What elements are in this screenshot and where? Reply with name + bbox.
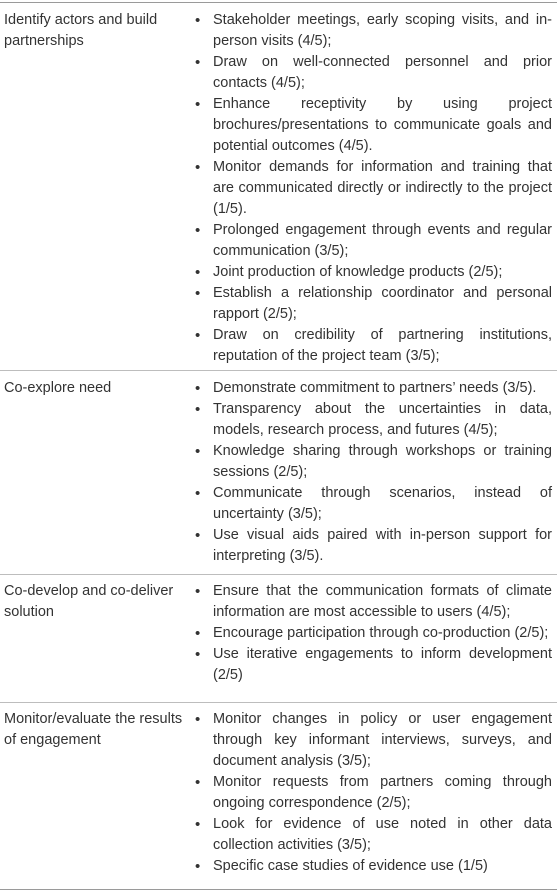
list-item: • Draw on well-connected personnel and prior contacts (4/5);: [194, 52, 552, 94]
list-item: • Ensure that the communication formats of climate information are most accessible to users (4/5);: [194, 581, 552, 623]
list-item: • Use visual aids paired with in-person support for interpreting (3/5).: [194, 525, 552, 567]
list-item: • Monitor demands for information and training that are communicated directly or indirectly to the project (1/5).: [194, 157, 552, 220]
list-item: • Monitor changes in policy or user engagement through key informant interviews, surveys, and document analysis (3/5);: [194, 709, 552, 772]
table-bottom-rule: [0, 889, 557, 890]
list-item: • Establish a relationship coordinator and personal rapport (2/5);: [194, 283, 552, 325]
row-items: [194, 378, 552, 567]
list-item: • Use iterative engagements to inform development (2/5): [194, 644, 552, 686]
row-divider: [0, 702, 557, 703]
list-item: • Transparency about the uncertainties in data, models, research process, and futures (4/5);: [194, 399, 552, 441]
list-item: • Look for evidence of use noted in other data collection activities (3/5);: [194, 814, 552, 856]
list-item: • Prolonged engagement through events and regular communication (3/5);: [194, 220, 552, 262]
list-item: • Knowledge sharing through workshops or training sessions (2/5);: [194, 441, 552, 483]
list-item: • Encourage participation through co-production (2/5);: [194, 623, 552, 644]
list-item: • Monitor requests from partners coming through ongoing correspondence (2/5);: [194, 772, 552, 814]
list-item: • Communicate through scenarios, instead of uncertainty (3/5);: [194, 483, 552, 525]
row-divider: [0, 574, 557, 575]
list-item: • Enhance receptivity by using project brochures/presentations to communicate goals and potential outcomes (4/5).: [194, 94, 552, 157]
row-items: [194, 709, 552, 877]
row-divider: [0, 370, 557, 371]
row-label: Identify actors and build partnerships: [4, 12, 158, 49]
row-items: [194, 581, 552, 686]
row-label: Co-develop and co-deliver solution: [4, 583, 174, 620]
row-label: Monitor/evaluate the results of engagement: [4, 711, 183, 748]
row-items: [194, 10, 552, 367]
row-label: Co-explore need: [4, 380, 112, 396]
list-item: • Stakeholder meetings, early scoping visits, and in-person visits (4/5);: [194, 10, 552, 52]
list-item: • Joint production of knowledge products (2/5);: [194, 262, 552, 283]
list-item: • Draw on credibility of partnering institutions, reputation of the project team (3/5);: [194, 325, 552, 367]
list-item: • Specific case studies of evidence use (1/5): [194, 856, 552, 877]
list-item: • Demonstrate commitment to partners’ needs (3/5).: [194, 378, 552, 399]
table-top-rule: [0, 2, 557, 3]
